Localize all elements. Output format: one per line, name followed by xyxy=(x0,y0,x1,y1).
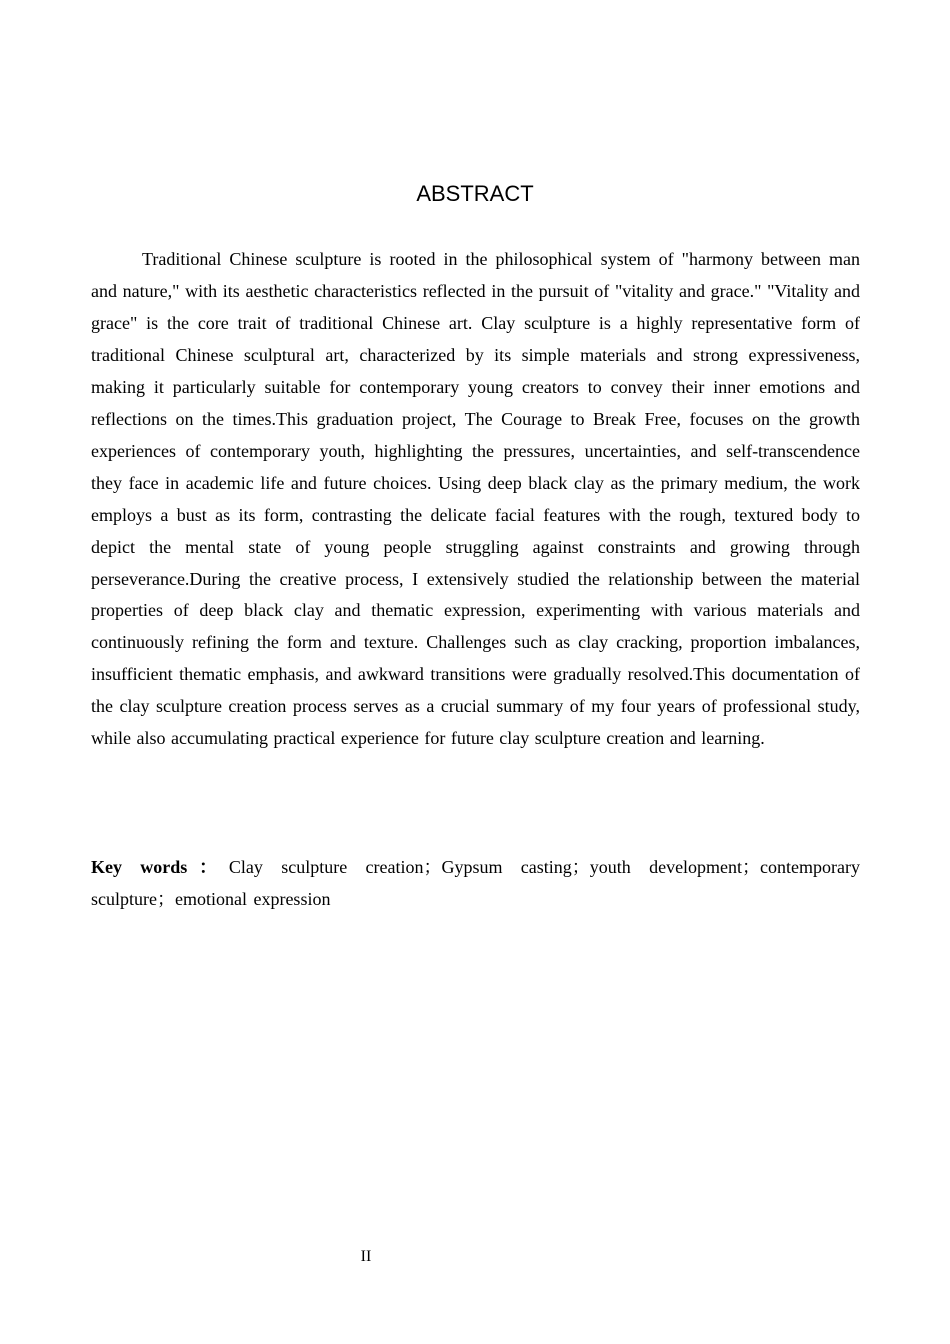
abstract-title: ABSTRACT xyxy=(416,181,534,206)
page-number: II xyxy=(360,1248,372,1265)
abstract-body: Traditional Chinese sculpture is rooted in the philosophical system of "harmony between man and nature," with its aesthetic characteristics reflected in the pursuit of "vitality and grace." "Vitality and grace" is the core trait of traditional Chinese art. Clay sculpture is a highly representative form of traditional Chinese sculptural art, characterized by its simple materials and strong expressiveness, making it particularly suitable for contemporary young creators to convey their inner emotions and reflections on the times.This graduation project, The Courage to Break Free, focuses on the growth experiences of contemporary youth, highlighting the pressures, uncertainties, and self-transcendence they face in academic life and future choices. Using deep black clay as the primary medium, the work employs a bust as its form, contrasting the delicate facial features with the rough, textured body to depict the mental state of young people struggling against constraints and growing through perseverance.During the creative process, I extensively studied the relationship between the material properties of deep black clay and thematic expression, experimenting with various materials and continuously refining the form and texture. Challenges such as clay cracking, proportion imbalances, insufficient thematic emphasis, and awkward transitions were gradually resolved.This documentation of the clay sculpture creation process serves as a crucial summary of my four years of professional study, while also accumulating practical experience for future clay sculpture creation and learning. xyxy=(91,249,860,749)
keywords-list: Clay sculpture creation；Gypsum casting；youth development；contemporary sculpture；emotional expression xyxy=(91,857,861,909)
keywords-label: Key words： xyxy=(91,857,229,877)
keywords-paragraph xyxy=(91,851,860,915)
